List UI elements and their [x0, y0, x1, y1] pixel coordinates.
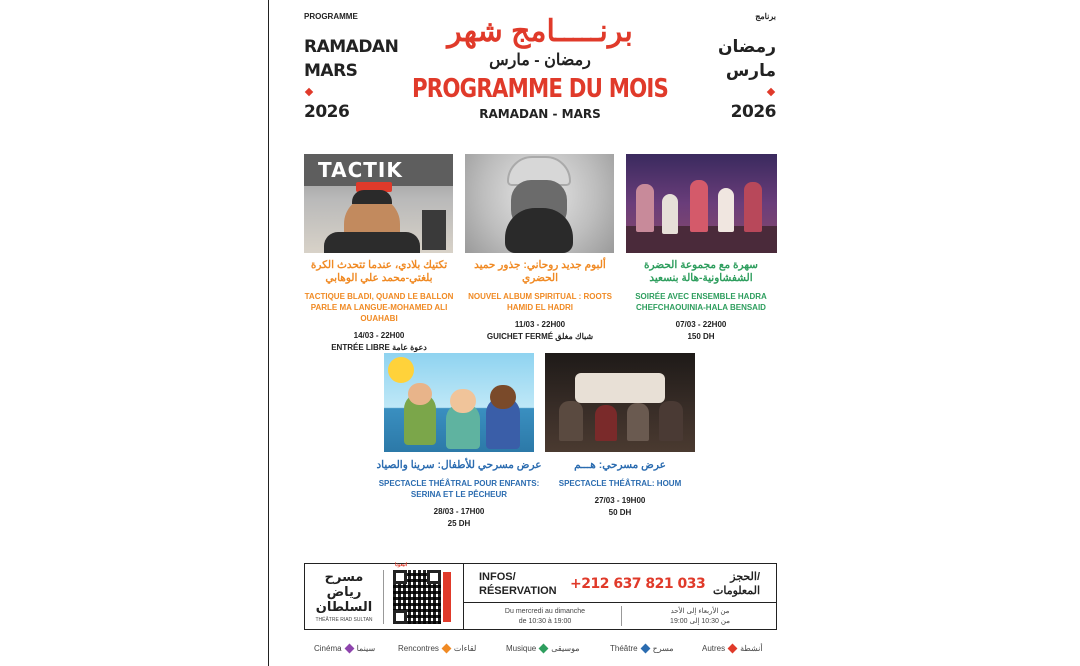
month-fr-1: RAMADAN — [304, 37, 399, 57]
legend-label-ar: لقاءات — [453, 644, 477, 653]
info-box — [304, 563, 777, 630]
event-title-fr: SPECTACLE THÉÂTRAL: HOUM — [558, 479, 682, 488]
legend-item-autres — [702, 644, 763, 653]
event-price: GUICHET FERMÉ شباك مغلق — [486, 332, 594, 341]
event-card-2 — [460, 259, 620, 343]
year-left: 2026 — [304, 102, 350, 122]
diamond-icon — [344, 644, 354, 654]
legend-label-ar: مسرح — [652, 644, 674, 653]
programme-label-fr: PROGRAMME — [304, 12, 358, 21]
legend-item-cinema — [314, 644, 375, 653]
title-fr: PROGRAMME DU MOIS — [411, 74, 669, 104]
legend-label-ar: سينما — [356, 644, 376, 653]
legend-item-rencontres — [398, 644, 476, 653]
event-datetime: 07/03 - 22H00 — [675, 320, 727, 329]
infos-label: INFOS/ RÉSERVATION — [479, 571, 557, 597]
logo-text-ar: مسرح رياض السلطان — [315, 570, 373, 615]
diamond-icon — [441, 644, 451, 654]
event-card-1 — [300, 259, 458, 354]
month-fr-2: MARS — [304, 61, 358, 81]
reservation-label-ar: الحجز/ المعلومات — [713, 571, 760, 597]
event-title-ar: سهرة مع مجموعة الحضرة الشفشاونية-هالة بنسعيد — [644, 259, 758, 284]
theatre-logo — [309, 570, 379, 624]
event-title-fr: SPECTACLE THÉÂTRAL POUR ENFANTS: SERINA ET LE PÊCHEUR — [378, 479, 540, 499]
programme-label-ar: برنامج — [755, 12, 776, 21]
event-datetime: 28/03 - 17H00 — [433, 507, 485, 516]
event-datetime: 14/03 - 22H00 — [353, 331, 405, 340]
event-title-ar: عرض مسرحي للأطفال: سرينا والصياد — [376, 459, 542, 471]
legend-label-ar: موسيقى — [551, 644, 580, 653]
legend-label-fr: Autres — [702, 644, 726, 653]
event-image-serina — [384, 353, 534, 452]
event-image-houm — [545, 353, 695, 452]
legend-label-fr: Théâtre — [610, 644, 638, 653]
event-title-ar: تكتيك بلادي، عندما تتحدث الكرة بلغتي-محمد علي الوهابي — [310, 259, 448, 284]
event-price: 50 DH — [608, 508, 632, 517]
qr-code[interactable] — [393, 570, 441, 624]
event-datetime: 11/03 - 22H00 — [514, 320, 566, 329]
hours-ar: من الأربعاء إلى الأحد من 10:30 إلى 19:00 — [670, 608, 730, 625]
event-title-ar: عرض مسرحي: هـــم — [574, 459, 666, 471]
event-image-hamid-el-hadri — [465, 154, 614, 253]
event-datetime: 27/03 - 19H00 — [594, 496, 646, 505]
diamond-icon — [767, 88, 775, 96]
qr-label: اتبعونا — [395, 562, 408, 568]
logo-text-fr: THÉÂTRE RIAD SULTAN — [315, 617, 373, 623]
event-card-3 — [620, 259, 782, 343]
subtitle-ar: رمضان - مارس — [489, 52, 591, 69]
poster — [300, 0, 780, 666]
phone-number[interactable]: +212 637 821 033 — [570, 576, 706, 592]
diamond-icon — [305, 88, 313, 96]
month-ar-2: مارس — [725, 61, 776, 81]
event-image-title: TACTIK — [318, 158, 403, 182]
legend-label-fr: Cinéma — [314, 644, 342, 653]
legend-label-ar: أنشطة — [740, 644, 763, 653]
hours-fr: Du mercredi au dimanche de 10:30 à 19:00 — [504, 608, 586, 625]
red-strip — [443, 572, 451, 622]
subtitle-fr: RAMADAN - MARS — [479, 107, 601, 121]
event-image-hadra — [626, 154, 777, 253]
event-image-tactik — [304, 154, 453, 253]
event-price: 25 DH — [447, 519, 471, 528]
event-title-fr: TACTIQUE BLADI, QUAND LE BALLON PARLE MA LANGUE-MOHAMED ALI OUAHABI — [304, 292, 454, 323]
diamond-icon — [728, 644, 738, 654]
legend-item-musique — [506, 644, 580, 653]
event-title-fr: SOIRÉE AVEC ENSEMBLE HADRA CHEFCHAOUINIA-HALA BENSAID — [635, 292, 767, 312]
year-right: 2026 — [730, 102, 776, 122]
event-price: 150 DH — [687, 332, 715, 341]
legend-item-theatre — [610, 644, 674, 653]
event-card-4 — [374, 459, 544, 530]
event-title-ar: ألبوم جديد روحاني: جذور حميد الحضري — [474, 259, 606, 284]
event-title-fr: NOUVEL ALBUM SPIRITUAL : ROOTS HAMID EL HADRI — [468, 292, 612, 312]
title-ar: برنـــــامج شهر — [447, 15, 633, 48]
event-card-5 — [540, 459, 700, 519]
legend-label-fr: Rencontres — [398, 644, 439, 653]
month-ar-1: رمضان — [718, 37, 776, 57]
diamond-icon — [539, 644, 549, 654]
diamond-icon — [640, 644, 650, 654]
legend-label-fr: Musique — [506, 644, 537, 653]
event-price: ENTRÉE LIBRE دعوة عامة — [331, 343, 427, 352]
page-border — [268, 0, 269, 666]
